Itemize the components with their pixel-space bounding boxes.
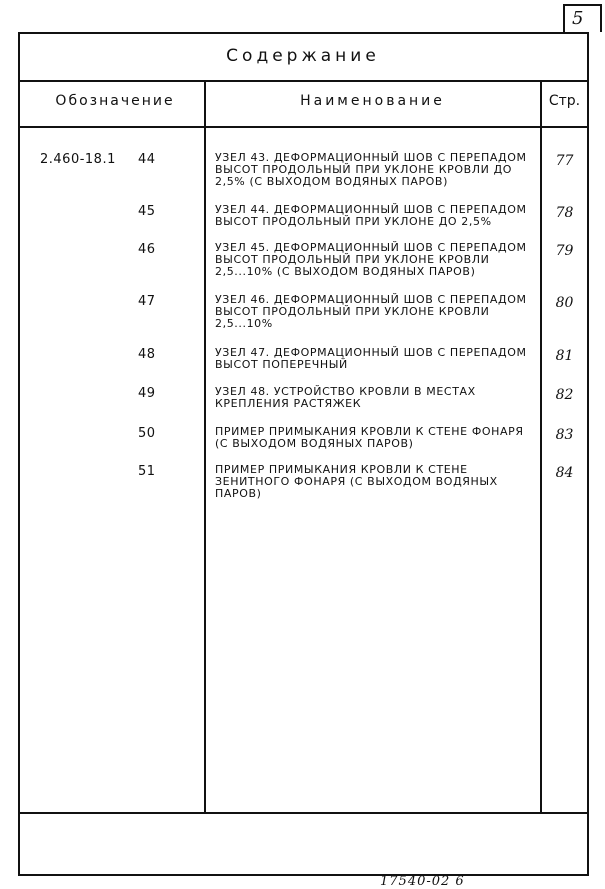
row-page: 80 [555, 295, 574, 311]
row-page: 79 [555, 243, 574, 259]
row-name: ПРИМЕР ПРИМЫКАНИЯ КРОВЛИ К СТЕНЕ ЗЕНИТНОГО ФОНАРЯ (С ВЫХОДОМ ВОДЯНЫХ ПАРОВ) [215, 463, 498, 500]
row-number: 45 [138, 204, 156, 219]
row-number: 48 [138, 347, 156, 362]
frame-bottom-border [18, 874, 589, 876]
column-divider-1 [204, 80, 206, 812]
column-header-designation: Обозначение [55, 93, 175, 109]
row-page: 77 [555, 153, 574, 169]
row-number: 46 [138, 242, 156, 257]
row-name: УЗЕЛ 44. ДЕФОРМАЦИОННЫЙ ШОВ С ПЕРЕПАДОМ ВЫСОТ ПРОДОЛЬНЫЙ ПРИ УКЛОНЕ ДО 2,5% [215, 203, 527, 228]
row-page: 78 [555, 205, 574, 221]
row-name: ПРИМЕР ПРИМЫКАНИЯ КРОВЛИ К СТЕНЕ ФОНАРЯ (С ВЫХОДОМ ВОДЯНЫХ ПАРОВ) [215, 425, 524, 450]
row-name: УЗЕЛ 47. ДЕФОРМАЦИОННЫЙ ШОВ С ПЕРЕПАДОМ ВЫСОТ ПОПЕРЕЧНЫЙ [215, 346, 527, 371]
row-name: УЗЕЛ 48. УСТРОЙСТВО КРОВЛИ В МЕСТАХ КРЕПЛЕНИЯ РАСТЯЖЕК [215, 385, 476, 410]
row-name: УЗЕЛ 45. ДЕФОРМАЦИОННЫЙ ШОВ С ПЕРЕПАДОМ ВЫСОТ ПРОДОЛЬНЫЙ ПРИ УКЛОНЕ КРОВЛИ 2,5...10% (С ВЫХОДОМ ВОДЯНЫХ ПАРОВ) [215, 241, 527, 278]
row-number: 49 [138, 386, 156, 401]
row-number: 44 [138, 152, 156, 167]
row-name: УЗЕЛ 43. ДЕФОРМАЦИОННЫЙ ШОВ С ПЕРЕПАДОМ ВЫСОТ ПРОДОЛЬНЫЙ ПРИ УКЛОНЕ КРОВЛИ ДО 2,5% (С ВЫХОДОМ ВОДЯНЫХ ПАРОВ) [215, 151, 527, 188]
page-number-box-top [563, 4, 601, 6]
row-page: 83 [555, 427, 574, 443]
row-page: 82 [555, 387, 574, 403]
footer-document-code: 17540-02 6 [380, 874, 465, 889]
row-number: 50 [138, 426, 156, 441]
page-number: 5 [572, 8, 584, 29]
header-divider [18, 126, 589, 128]
frame-left-border [18, 32, 20, 875]
document-code: 2.460-18.1 [40, 152, 116, 167]
column-header-name: Наименование [300, 93, 445, 109]
row-number: 47 [138, 294, 156, 309]
row-page: 81 [555, 348, 574, 364]
row-name: УЗЕЛ 46. ДЕФОРМАЦИОННЫЙ ШОВ С ПЕРЕПАДОМ ВЫСОТ ПРОДОЛЬНЫЙ ПРИ УКЛОНЕ КРОВЛИ 2,5...10% [215, 293, 527, 330]
page-title: Содержание [226, 46, 380, 66]
page-number-box-left [563, 4, 565, 32]
table-bottom-divider [18, 812, 589, 814]
row-page: 84 [555, 465, 574, 481]
column-header-page: Стр. [548, 93, 581, 109]
row-number: 51 [138, 464, 156, 479]
frame-top-border [18, 32, 589, 34]
title-divider [18, 80, 589, 82]
column-divider-2 [540, 80, 542, 812]
page-number-box-right [600, 4, 602, 32]
